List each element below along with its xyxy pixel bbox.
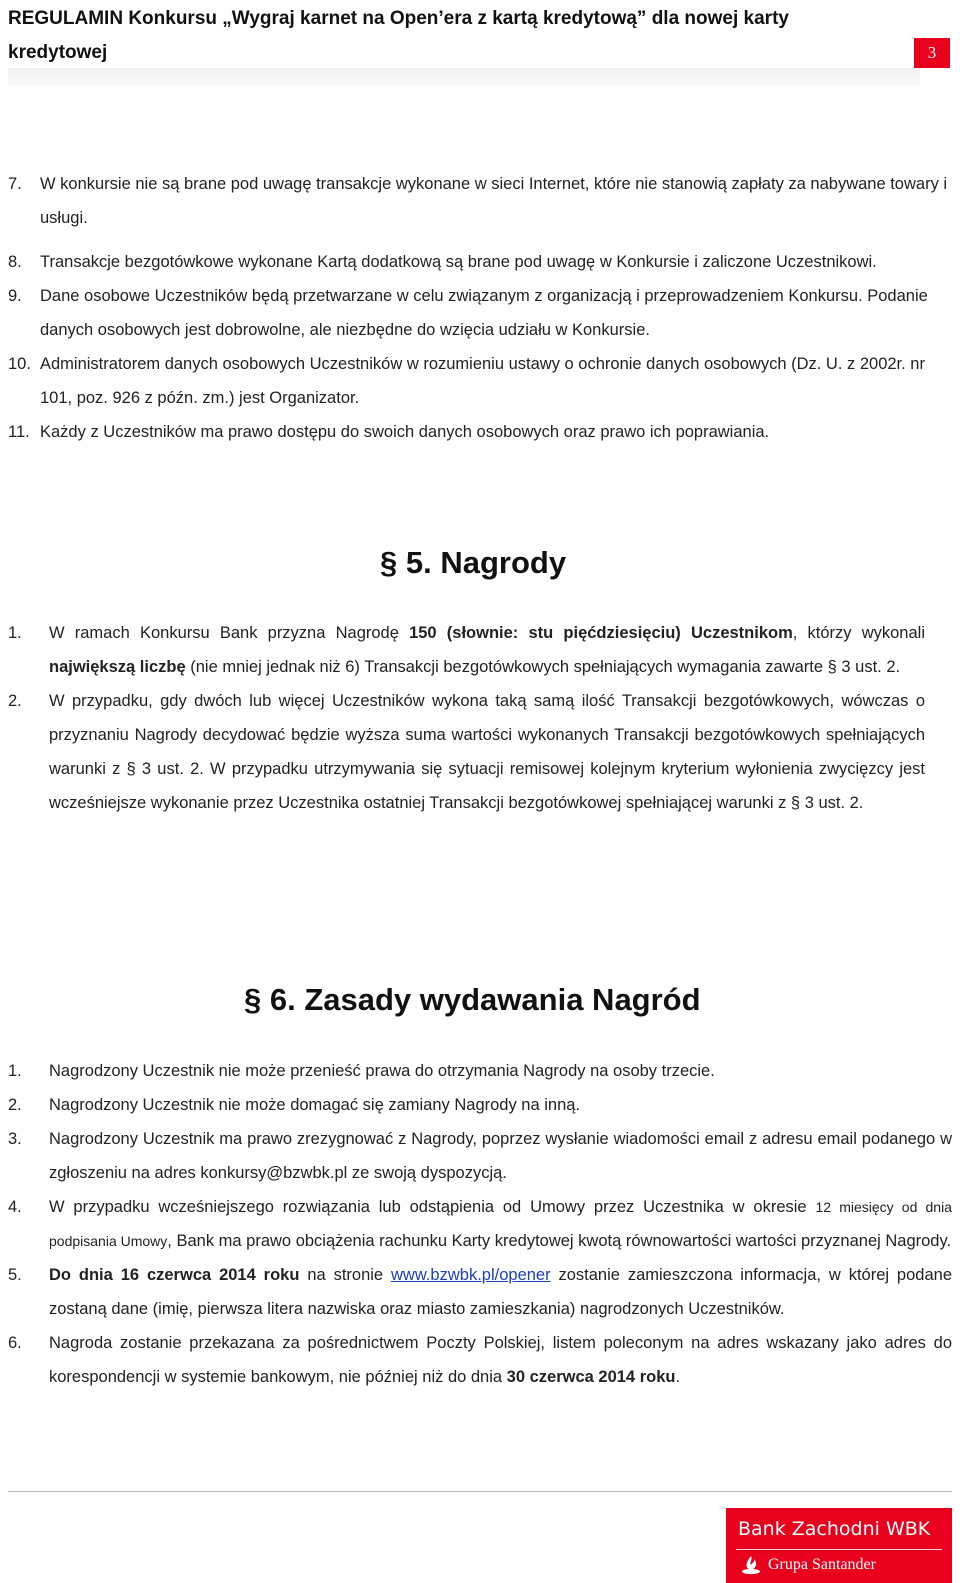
item-number: 8. [8, 253, 22, 271]
text-run: W przypadku wcześniejszego rozwiązania lub odstąpienia od Umowy przez Uczestnika w okresie [49, 1198, 816, 1216]
text-run: na stronie [299, 1266, 392, 1284]
item-text: Każdy z Uczestników ma prawo dostępu do swoich danych osobowych oraz prawo ich poprawiania. [40, 423, 770, 441]
header-divider [8, 68, 920, 86]
item-number: 2. [8, 692, 22, 710]
logo-main-text: Bank Zachodni WBK [738, 1518, 931, 1540]
item-number: 6. [8, 1334, 22, 1352]
item-text: Administratorem danych osobowych Uczestników w rozumieniu ustawy o ochronie danych osobowych (Dz. U. z 2002r. nr 101, poz. 926 z późn. zm.) jest Organizator. [40, 355, 925, 407]
footer-divider [8, 1491, 952, 1492]
text-run: (nie mniej jednak niż 6) Transakcji bezgotówkowych spełniających wymagania zawarte § 3 ust. 2. [185, 658, 901, 676]
item-text: W konkursie nie są brane pod uwagę transakcje wykonane w sieci Internet, które nie stanowią zapłaty za nabywane towary i usługi. [40, 175, 948, 227]
list-item [8, 415, 952, 449]
santander-flame-icon [740, 1554, 762, 1576]
logo-sub-text: Grupa Santander [768, 1556, 876, 1573]
item-number: 9. [8, 287, 22, 305]
text-run: W ramach Konkursu Bank przyzna Nagrodę [49, 624, 410, 642]
logo-divider [736, 1549, 942, 1550]
opener-link[interactable]: www.bzwbk.pl/opener [391, 1266, 551, 1284]
list-item [8, 684, 925, 820]
item-text: Nagrodzony Uczestnik ma prawo zrezygnować z Nagrody, poprzez wysłanie wiadomości email z adresu email podanego w zgłoszeniu na adres konkursy@bzwbk.pl ze swoją dyspozycją. [49, 1130, 952, 1182]
bank-logo [726, 1508, 952, 1583]
text-run: , Bank ma prawo obciążenia rachunku Karty kredytowej kwotą równowartości wartości przyznanej Nagrody. [167, 1232, 952, 1250]
list-item [8, 245, 952, 279]
list-item [8, 616, 925, 684]
text-run: zostanie zamieszczona informacja, w której podane zostaną dane (imię, pierwsza litera nazwiska oraz miasto zamieszkania) nagrodzonych Uczestników. [49, 1266, 952, 1318]
item-text [49, 1258, 952, 1326]
list-item [8, 1258, 952, 1326]
list-item [8, 1190, 952, 1258]
item-number: 7. [8, 175, 22, 193]
item-text: Nagrodzony Uczestnik nie może przenieść prawa do otrzymania Nagrody na osoby trzecie. [49, 1062, 715, 1080]
small-text-run: 12 miesięcy od dnia podpisania Umowy [49, 1199, 952, 1249]
section6-heading: § 6. Zasady wydawania Nagród [244, 982, 701, 1017]
bold-run: Do dnia 16 czerwca 2014 roku [49, 1266, 300, 1284]
text-run: . [675, 1368, 681, 1386]
item-text [49, 1326, 952, 1394]
item-text: W przypadku, gdy dwóch lub więcej Uczestników wykona taką samą ilość Transakcji bezgotówkowych, wówczas o przyznaniu Nagrody decydować będzie wyższa suma wartości wykonanych Transakcji bezgotówkowych spełniających warunki z § 3 ust. 2. W przypadku utrzymywania się sytuacji remisowej kolejnym kryterium wyłonienia zwycięzcy jest wcześniejsze wykonanie przez Uczestnika ostatniej Transakcji bezgotówkowej spełniającej warunki z § 3 ust. 2. [49, 692, 925, 812]
item-number: 10. [8, 355, 31, 373]
list-item [8, 1122, 952, 1190]
item-number: 3. [8, 1130, 22, 1148]
section5-heading: § 5. Nagrody [380, 545, 567, 580]
item-number: 4. [8, 1198, 22, 1216]
item-number: 11. [8, 423, 30, 441]
page-number-badge: 3 [914, 38, 950, 68]
document-title: REGULAMIN Konkursu „Wygraj karnet na Open’era z kartą kredytową” dla nowej karty kredytowej [8, 8, 789, 63]
item-number: 1. [8, 1062, 22, 1080]
item-number: 1. [8, 624, 22, 642]
list-item [8, 279, 952, 347]
list-item [8, 1088, 952, 1122]
item-number: 5. [8, 1266, 22, 1284]
bold-run: 30 czerwca 2014 roku [506, 1368, 676, 1386]
section4-list [8, 167, 952, 449]
list-item [8, 167, 952, 235]
item-text: Transakcje bezgotówkowe wykonane Kartą dodatkową są brane pod uwagę w Konkursie i zaliczone Uczestnikowi. [40, 253, 877, 271]
text-run: Nagroda zostanie przekazana za pośrednictwem Poczty Polskiej, listem poleconym na adres wskazany jako adres do korespondencji w systemie bankowym, nie później niż do dnia [49, 1334, 952, 1386]
section5-list [8, 616, 925, 820]
item-text: Nagrodzony Uczestnik nie może domagać się zamiany Nagrody na inną. [49, 1096, 581, 1114]
text-run: , którzy wykonali [792, 624, 925, 642]
item-text [49, 616, 925, 684]
list-item [8, 1326, 952, 1394]
list-item [8, 1054, 952, 1088]
section6-list [8, 1054, 952, 1394]
list-item [8, 347, 952, 415]
item-text: Dane osobowe Uczestników będą przetwarzane w celu związanym z organizacją i przeprowadzeniem Konkursu. Podanie danych osobowych jest dobrowolne, ale niezbędne do wzięcia udziału w Konkursie. [40, 287, 928, 339]
item-number: 2. [8, 1096, 22, 1114]
item-text [49, 1190, 952, 1258]
bold-run: 150 (słownie: stu pięćdziesięciu) Uczestnikom [409, 624, 793, 642]
bold-run: największą liczbę [49, 658, 186, 676]
